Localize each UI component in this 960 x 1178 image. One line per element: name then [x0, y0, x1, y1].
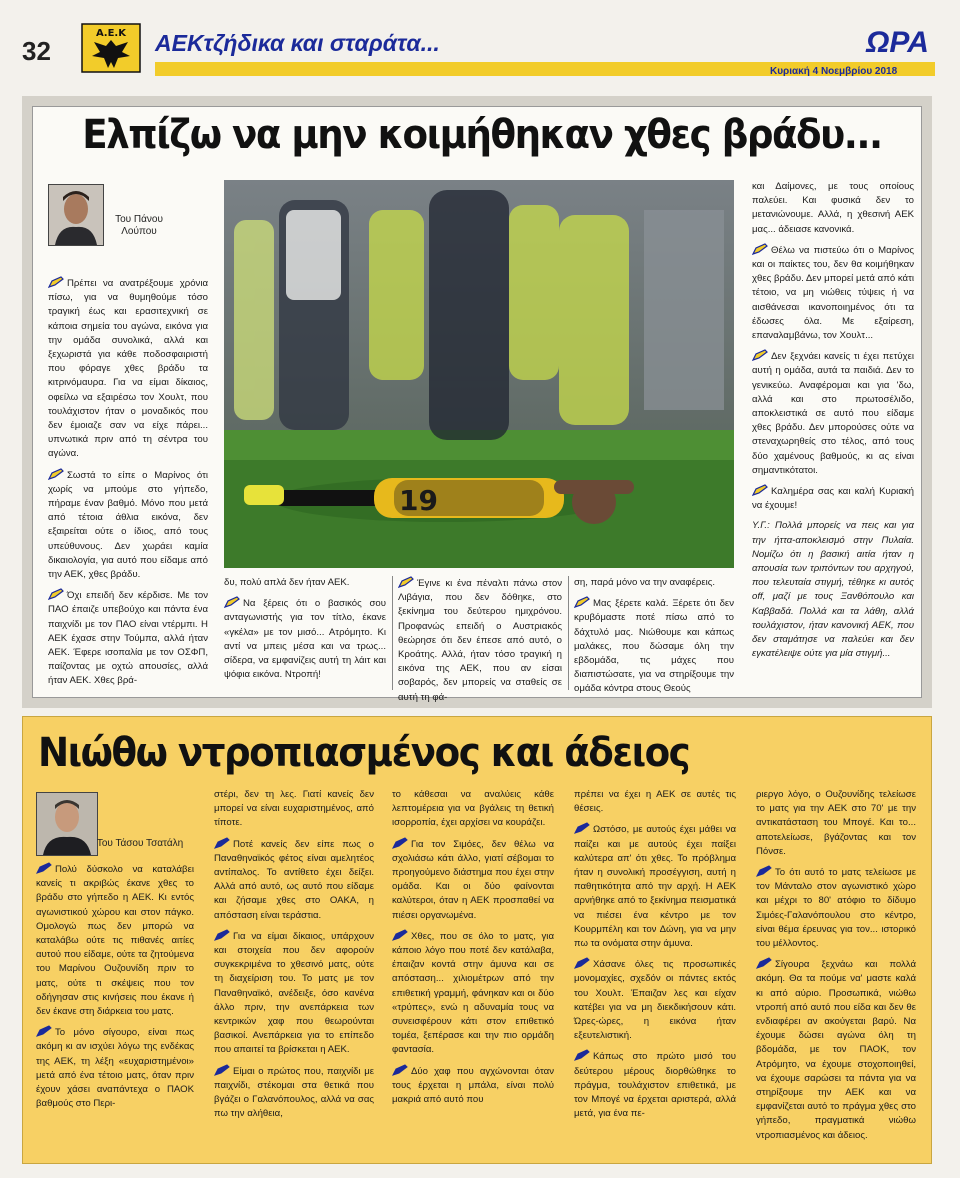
pen-icon [752, 349, 768, 361]
pen-icon [574, 957, 590, 969]
article2-column-4 [574, 788, 736, 1127]
paragraph: Μας ξέρετε καλά. Ξέρετε ότι δεν κρυβόμαστε ποτέ πίσω από το δάχτυλό μας. Νιώθουμε και κάπως μαλάκες, που δώσαμε όλη την εβδομάδα, τις μάχες που διαπιστώσατε, για να στηρίξουμε την ομάδα κόντρα στους Θεούς [574, 598, 734, 695]
pen-icon [36, 862, 52, 874]
paragraph: Έγινε κι ένα πέναλτι πάνω στον Λιβάγια, που δεν δόθηκε, στο ξεκίνημα του δεύτερου ημιχρόνου. Προφανώς επειδή ο Αυστριακός θεώρησε ότι δεν έπεσε από αυτό, ο Κροάτης. Αλλά, ήταν τόσο τραγική η εικόνα της ΑΕΚ, που αν είσαι σοβαρός, δεν μπορείς να σταθείς σε αυτή τη φά- [398, 578, 562, 703]
pen-icon [574, 596, 590, 608]
article1-author: Του Πάνου Λούπου [115, 214, 163, 237]
svg-text:Α.Ε.Κ: Α.Ε.Κ [96, 28, 126, 39]
pen-icon [574, 822, 590, 834]
paragraph: Σίγουρα ξεχνάω και πολλά ακόμη. Θα τα πούμε να' μαστε καλά κι από αύριο. Προσωπικά, νιώθω ντροπή από αυτό που είδα και δεν θε ενδιαφέρει αν ακούγεται βαρύ. Να έχουμε δώσει αγώνα όλη τη βδομάδα, με τον ΠΑΟΚ, τον Ατρόμητο, να έχουμε στοχοποιηθεί, να έχουμε σαρώσει τα πάντα για να στηρίξουμε την ΑΕΚ και να εμφανίζεται αυτό το πράγμα χθες στο γήπεδο, πραγματικά νιώθω ντροπιασμένος και άδειος. [756, 959, 916, 1141]
paragraph: ση, παρά μόνο να την αναφέρεις. [574, 577, 716, 588]
pen-icon [214, 837, 230, 849]
paragraph: Είμαι ο πρώτος που, παιχνίδι με παιχνίδι, στέκομαι στα θετικά που βγάζει ο Γαλανόπουλος, αλλά να σας πω την αλήθεια, [214, 1065, 374, 1120]
issue-date: Κυριακή 4 Νοεμβρίου 2018 [770, 66, 898, 77]
paragraph: στέρι, δεν τη λες. Γιατί κανείς δεν μπορεί να είναι ευχαριστημένος, από τίποτε. [214, 789, 374, 829]
aek-logo [78, 22, 144, 74]
pen-icon [392, 1064, 408, 1076]
paragraph: Θέλω να πιστεύω ότι ο Μαρίνος και οι παίκτες του, δεν θα κοιμήθηκαν χθες βράδυ. Δεν μπορεί μετά από κάτι τέτοιο, να μη νιώθεις τύψεις ή να αισθάνεσαι ικανοποιημένος ότι τα έδωσες όλα. Με εξαίρεση, επαναλαμβάνω, τον Χουλτ... [752, 244, 914, 342]
column-divider [392, 576, 393, 690]
pen-icon [224, 596, 240, 608]
paragraph: Χάσανε όλες τις προσωπικές μονομαχίες, σχεδόν οι πάντες εκτός του Χουλτ. Έπαιζαν λες και είχαν κατέβει για να μη διεκδικήσουν κάτι. Ώρες-ώρες, η εικόνα ήταν εξευτελιστική. [574, 959, 736, 1042]
pen-icon [392, 929, 408, 941]
pen-icon [574, 1049, 590, 1061]
pen-icon [48, 588, 64, 600]
author-photo [48, 184, 104, 246]
pen-icon [752, 243, 768, 255]
paragraph: Πρέπει να ανατρέξουμε χρόνια πίσω, για να θυμηθούμε τόσο τραγική έως και ερασιτεχνική σε κάποια σημεία του αγώνα, εικόνα για την ομάδα συνολικά, αλλά και ξεχωριστά για κάθε ποδοσφαιριστή που φόραγε χθες βράδυ τα κιτρινόμαυρα. Για να είμαι δίκαιος, οφείλω να εξαιρέσω τον Χουλτ, που τουλάχιστον ήταν ο μοναδικός που δεν έμοιαζε σαν να είχε πάρει... υπνωτικά πριν από τη σέντρα του αγώνα. [48, 278, 208, 460]
paragraph: Για τον Σιμόες, δεν θέλω να σχολιάσω κάτι άλλο, γιατί σέβομαι το προηγούμενο διάστημα που έχει στην ομάδα. Και οι δύο φαίνονται καλύτεροι, όταν η ΑΕΚ προσπαθεί να πιέσει οργανωμένα. [392, 838, 554, 921]
paragraph: Δύο χαφ που αγχώνονται όταν τους έρχεται η μπάλα, είναι πολύ μακριά από αυτό που [392, 1065, 554, 1106]
paragraph: ριεργο λόγο, ο Ουζουνίδης τελείωσε το ματς για την ΑΕΚ στο 70' με την αντικατάσταση του Μπογέ. Και το... αποτελείωσε, βγάζοντας και τον Πόνσε. [756, 789, 916, 857]
page-number: 32 [22, 36, 51, 66]
article1-column-4 [574, 576, 734, 703]
paragraph: Το μόνο σίγουρο, είναι πως ακόμη κι αν ισχύει λόγω της ενδέκας της ΑΕΚ, τη λέξη «ευχαριστημένοι» μετά από ένα τέτοιο ματς, όταν πριν έχουν χάσει αναπάντεχα ο ΠΑΟΚ βαθμούς στο Περι- [36, 1027, 194, 1110]
paragraph: Το ότι αυτό το ματς τελείωσε με τον Μάνταλο στον αγωνιστικό χώρο και μέχρι το 80' ατόφιο το δίδυμο Σιμόες-Γαλανόπουλου στο κέντρο, είναι θέμα έρευνας για τον... ιστορικό του μέλλοντος. [756, 867, 916, 950]
pen-icon [392, 837, 408, 849]
paragraph: Καλημέρα σας και καλή Κυριακή να έχουμε! [752, 486, 914, 512]
paragraph: πρέπει να έχει η ΑΕΚ σε αυτές τις θέσεις. [574, 789, 736, 815]
paragraph: το κάθεσαι να αναλύεις κάθε λεπτομέρεια για να βγάλεις τη θετική ισορροπία, έχει αρχίσει να κουράζει. [392, 789, 554, 829]
article2-column-5 [756, 788, 916, 1149]
pen-icon [48, 276, 64, 288]
paragraph: Κάπως στο πρώτο μισό του δεύτερου μέρους διορθώθηκε το πράγμα, τουλάχιστον επιθετικά, με τον Μπογέ να έρχεται αριστερά, αλλά μετά, για ένα πε- [574, 1051, 736, 1120]
article1-column-5 [752, 180, 914, 668]
paragraph: Δεν ξεχνάει κανείς τι έχει πετύχει αυτή η ομάδα, αυτά τα παιδιά. Δεν το γενικεύω. Αναφέρομαι και για 'δω, αλλά και στο πρωτοσέλιδο, αποκλειστικά σε αυτό που είδαμε χθες βράδυ. Δεν μπορούσες ούτε να στεναχωρηθείς στο τέλος, από τους δύο χαμένους βαθμούς, κι ας είναι σημαντικότατοι. [752, 351, 914, 476]
svg-text:19: 19 [399, 484, 438, 517]
match-photo [224, 180, 734, 568]
paragraph: Όχι επειδή δεν κέρδισε. Με τον ΠΑΟ έπαιζε υπεβούχο και πάντα ένα παιχνίδι με τον ΠΑΟ είναι ντέρμπι. Η ΑΕΚ έχασε στην Τούμπα, αλλά ήταν ΑΕΚ. Έφερε ισοπαλία με τον ΟΣΦΠ, παίζοντας με οχτώ απουσίες, αλλά ήταν ΑΕΚ. Χθες βρά- [48, 590, 208, 687]
pen-icon [48, 468, 64, 480]
pen-icon [756, 957, 772, 969]
paragraph: Ποτέ κανείς δεν είπε πως ο Παναθηναϊκός φέτος είναι αμελητέος αντίπαλος. Το αντίθετο έχει δείξει. Αλλά από αυτό, ως αυτό που είδαμε και ζήσαμε χθες στο ΟΑΚΑ, η απόσταση είναι τεράστια. [214, 838, 374, 921]
paragraph: Χθες, που σε όλο το ματς, για κάποιο λόγο που ποτέ δεν κατάλαβα, έπαιζαν κοντά στην άμυνα και σε απόσταση... χιλιομέτρων από την επιθετική γραμμή, φάνηκαν και οι δύο «τρύπες», ενώ η αδυναμία τους να συνεισφέρουν κάτι στον επιθετικό τομέα, ξεπέρασε και την πιο ορμάδη φαντασία. [392, 930, 554, 1056]
pen-icon [752, 484, 768, 496]
column-divider [568, 576, 569, 690]
article1-column-1 [48, 276, 208, 695]
paragraph: και Δαίμονες, με τους οποίους παλεύει. Και φυσικά δεν το μετανιώνουμε. Αλλά, η χθεσινή ΑΕΚ μας... άδειασε κανονικά. [752, 181, 914, 235]
article1-column-3 [398, 576, 562, 711]
author-photo [36, 792, 98, 856]
paragraph: Να ξέρεις ότι ο βασικός σου ανταγωνιστής για τον τίτλο, έκανε «γκέλα» με τον μισό... Ατρόμητο. Κι αντί να μπεις μέσα και να τρως... σίδερα, να εμφανίζεις αυτή τη λάιτ και ψόφια εικόνα. Ντροπή! [224, 598, 386, 681]
section-title: ΑΕΚτζήδικα και σταράτα... [155, 30, 440, 56]
article2-column-1 [36, 862, 194, 1117]
paragraph: Πολύ δύσκολο να καταλάβει κανείς τι ακριβώς έκανε χθες το βράδυ στο γήπεδο η ΑΕΚ. Κι εντός αγωνιστικού χώρου και στον πάγκο. Ομολογώ πως δεν μπορώ να καταλάβω ούτε τις πιθανές αιτίες αυτού που είδαμε, ούτε τα ζητούμενα του Μαρίνου Ουζουνίδη πριν το ματς, ούτε τι σκέψεις που τον οδήγησαν στις κινήσεις που έκανε ή δεν έκανε στη διάρκεια του ματς. [36, 864, 194, 1018]
brand-logo: ΩΡΑ [866, 26, 929, 59]
pen-icon [214, 929, 230, 941]
postscript: Υ.Γ.: Πολλά μπορείς να πεις και για την ήττα-αποκλεισμό στην Πυλαία. Νομίζω ότι η βασική αιτία ήταν η απουσία των τριπόντων του αρχηγού, που τελευταία στιγμή, τέθηκε κι αυτός off, μαζί με τους Ξανθόπουλο και Καββαδά. Πολλά και τα λάθη, αλλά τουλάχιστον, ήταν κανονική ΑΕΚ, που δεν σταμάτησε να παλεύει και δεν εγκατέλειψε ούτε για μία στιγμή... [752, 520, 914, 660]
paragraph: Ωστόσο, με αυτούς έχει μάθει να παίζει και με αυτούς έχει παίξει καλύτερα απ' ότι χθες. Το πρόβλημα ήταν η συνολική προσέγγιση, αυτή η παθητικότητα από την αρχή. Η ΑΕΚ αρνήθηκε από το ξεκίνημα πεισματικά να πιέσει ένα κέντρο με τον Κουρμπέλη και τον Δώνη, για να μην πω τα ονόματα στην άμυνα. [574, 824, 736, 950]
paragraph: Για να είμαι δίκαιος, υπάρχουν και στοιχεία που δεν αφορούν συγκεκριμένα το χθεσινό ματς, ούτε τη διαχείριση του. Το ματς με τον Παναθηναϊκό, ανέδειξε, όσο κανένα άλλο πριν, την ανεπάρκεια των κεντρικών χαφ που θεωρούνται βασικοί. Ανεπάρκεια για το επίπεδο που απαιτεί τα βρίσκεται η ΑΕΚ. [214, 930, 374, 1056]
article2-column-2 [214, 788, 374, 1127]
article2-headline: Νιώθω ντροπιασμένος και άδειος [38, 730, 690, 776]
article2-column-3 [392, 788, 554, 1113]
paragraph: δυ, πολύ απλά δεν ήταν ΑΕΚ. [224, 577, 350, 588]
pen-icon [756, 865, 772, 877]
article2-author: Του Τάσου Τσατάλη [96, 838, 184, 849]
pen-icon [36, 1025, 52, 1037]
article1-column-2 [224, 576, 386, 688]
paragraph: Σωστά το είπε ο Μαρίνος ότι χωρίς να μπούμε στο γήπεδο, πήραμε έναν βαθμό. Μόνο που μετά από τέτοια άθλια εικόνα, δεν εξαιρείται ούτε ο ίδιος, από τους υπεύθυνους. Δεν χωράει καμία δικαιολογία, για αυτό που είδαμε από την ΑΕΚ, χθες βράδυ. [48, 469, 208, 581]
article1-headline: Ελπίζω να μην κοιμήθηκαν χθες βράδυ... [82, 112, 882, 158]
pen-icon [398, 576, 414, 588]
pen-icon [214, 1064, 230, 1076]
